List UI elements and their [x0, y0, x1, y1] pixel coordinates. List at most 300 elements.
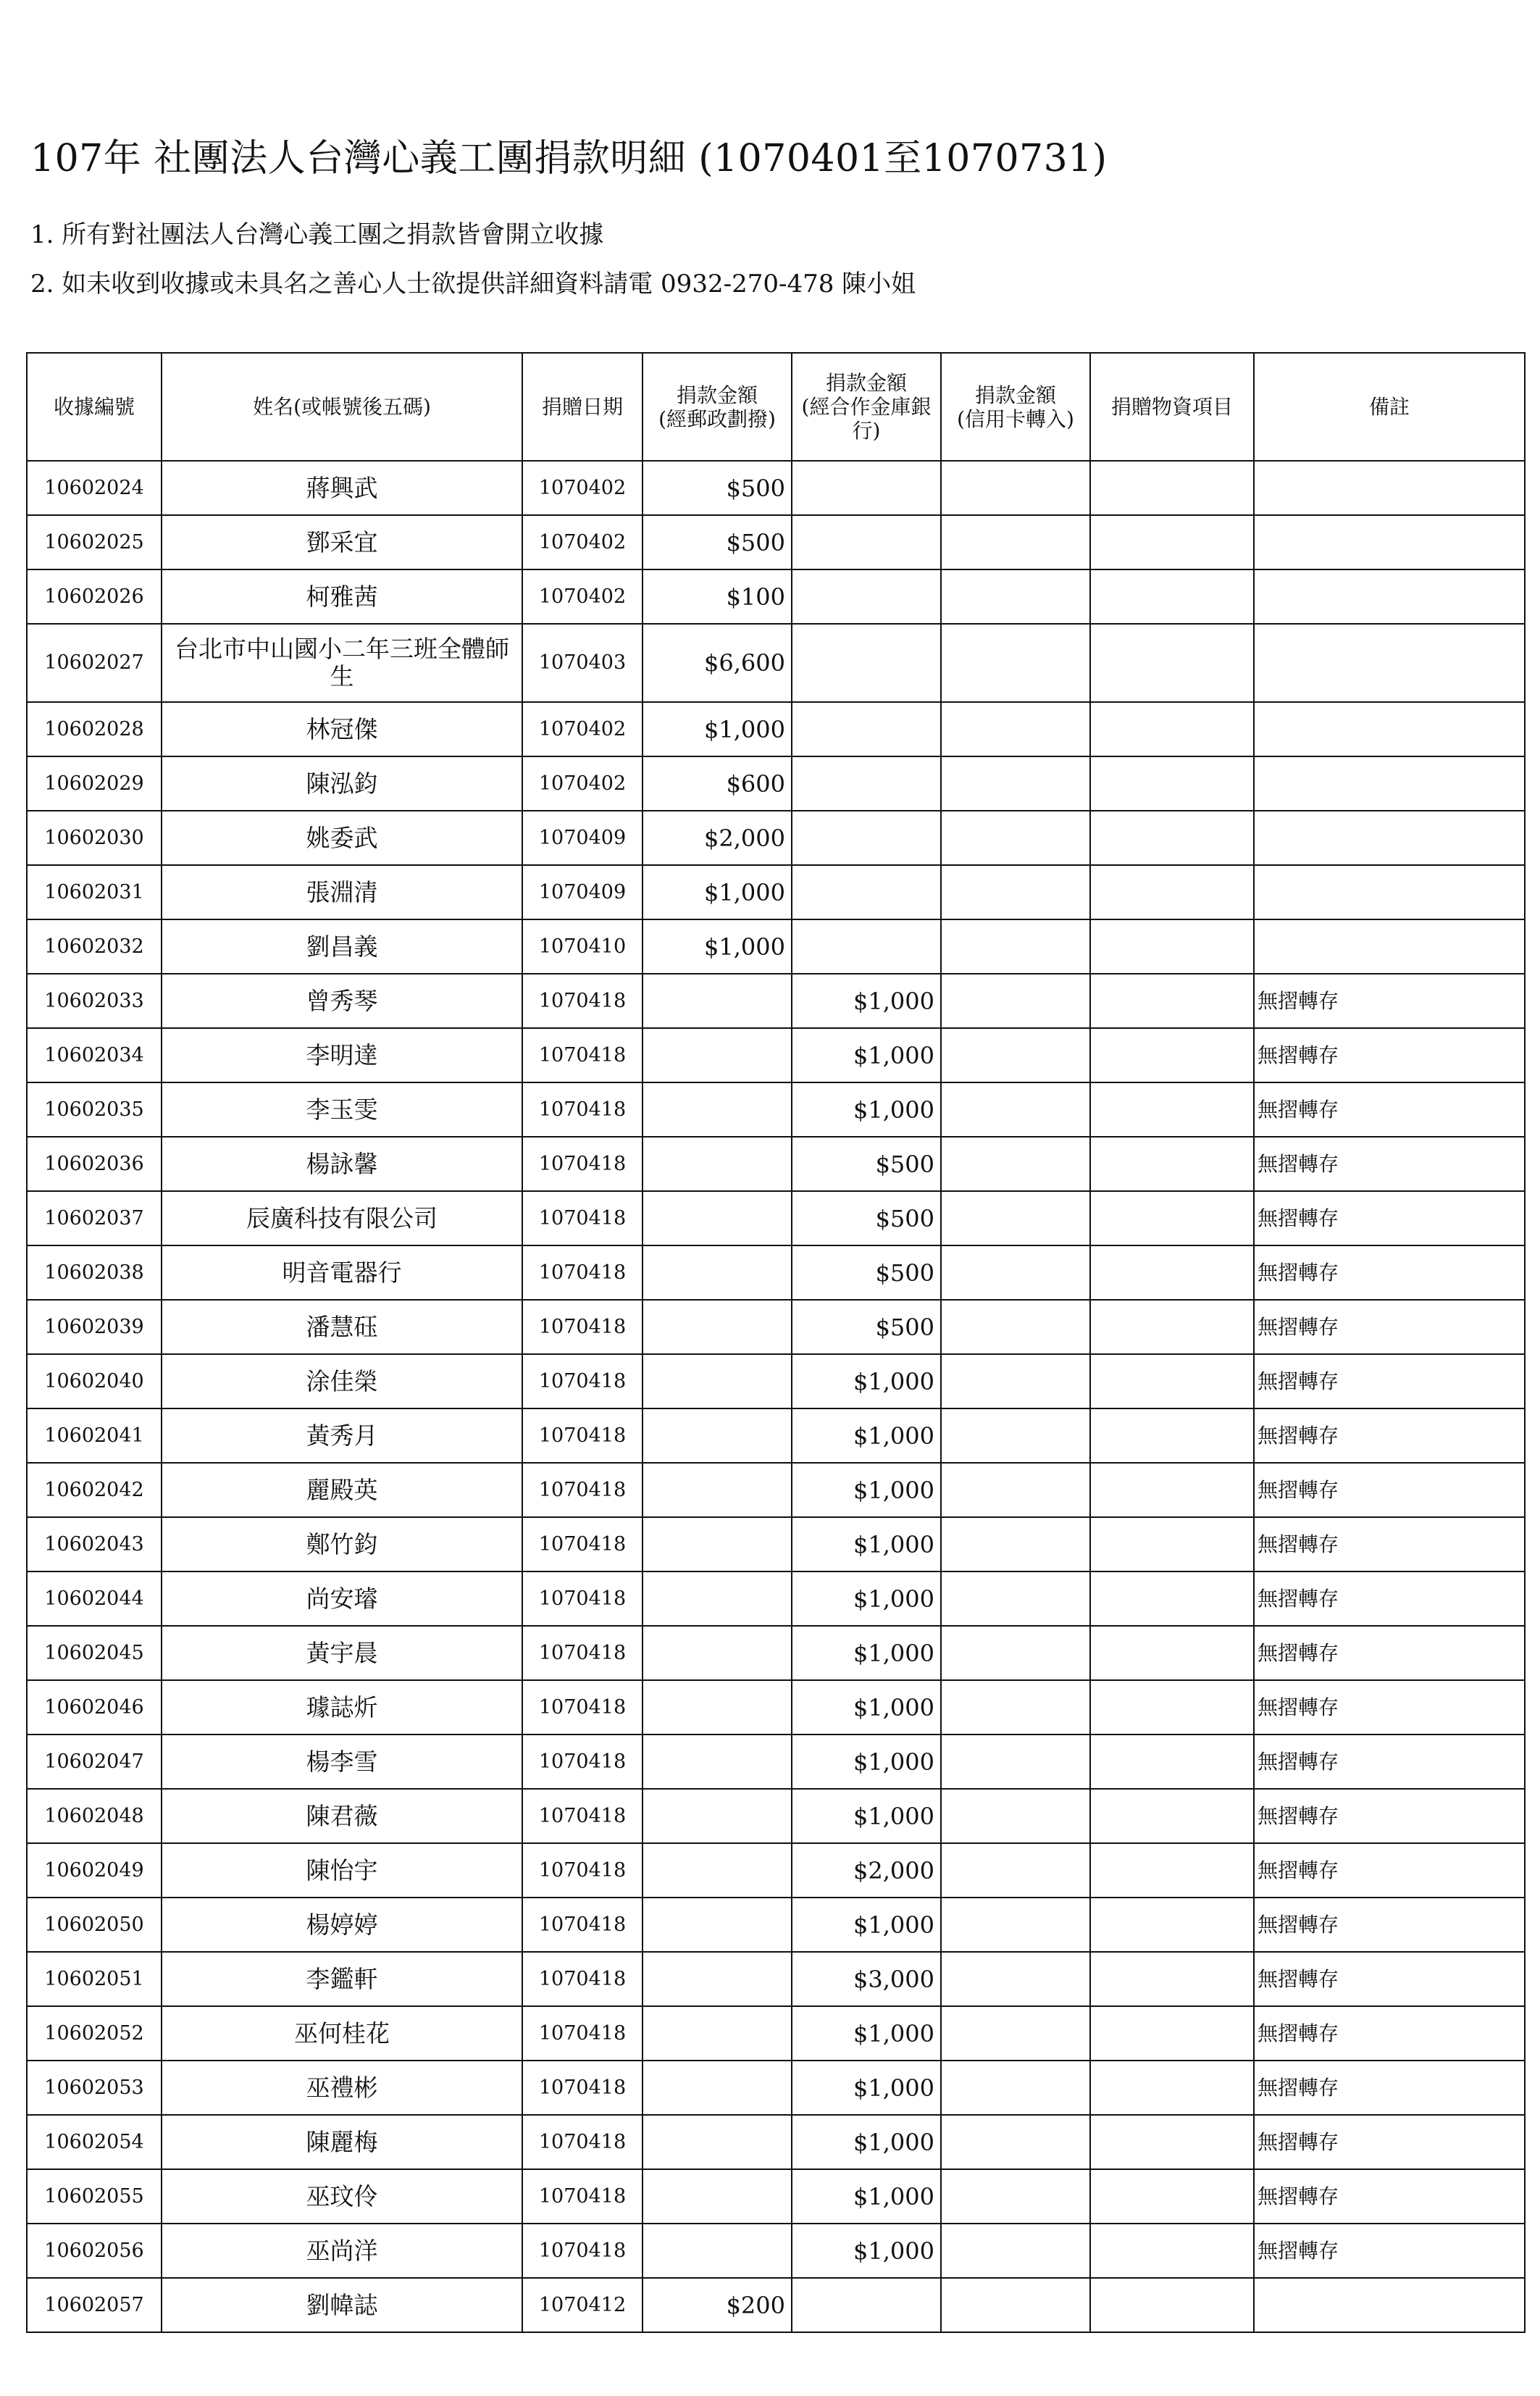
- amount-card-cell: [941, 1789, 1090, 1843]
- amount-card-cell: [941, 811, 1090, 865]
- table-row: [27, 2224, 1525, 2278]
- amount-bank-cell: $1,000: [792, 1898, 941, 1952]
- donor-name-cell: 潘慧砡: [162, 1300, 522, 1354]
- remark-cell: 無摺轉存: [1254, 1952, 1525, 2006]
- goods-cell: [1090, 1028, 1254, 1082]
- receipt-no-cell: 10602039: [27, 1300, 162, 1354]
- goods-cell: [1090, 1843, 1254, 1898]
- table-row: [27, 1789, 1525, 1843]
- table-row: [27, 461, 1525, 515]
- donor-name-cell: 巫玟伶: [162, 2169, 522, 2224]
- donor-name-cell: 楊李雪: [162, 1735, 522, 1789]
- receipt-no-cell: 10602037: [27, 1191, 162, 1245]
- amount-card-cell: [941, 1191, 1090, 1245]
- goods-cell: [1090, 1191, 1254, 1245]
- goods-cell: [1090, 1898, 1254, 1952]
- amount-bank-cell: $1,000: [792, 2224, 941, 2278]
- donation-date-cell: 1070418: [522, 2006, 643, 2061]
- table-row: [27, 811, 1525, 865]
- donor-name-cell: 李鑑軒: [162, 1952, 522, 2006]
- donation-date-cell: 1070418: [522, 1300, 643, 1354]
- goods-cell: [1090, 1789, 1254, 1843]
- amount-bank-cell: [792, 756, 941, 811]
- amount-bank-cell: $1,000: [792, 1028, 941, 1082]
- receipt-no-cell: 10602047: [27, 1735, 162, 1789]
- donor-name-cell: 巫尚洋: [162, 2224, 522, 2278]
- goods-cell: [1090, 1952, 1254, 2006]
- amount-card-cell: [941, 974, 1090, 1028]
- remark-cell: 無摺轉存: [1254, 1408, 1525, 1463]
- header-receipt-no: 收據編號: [27, 353, 162, 461]
- amount-bank-cell: [792, 515, 941, 569]
- donation-date-cell: 1070418: [522, 1191, 643, 1245]
- remark-cell: 無摺轉存: [1254, 1300, 1525, 1354]
- amount-card-cell: [941, 1028, 1090, 1082]
- donation-date-cell: 1070418: [522, 1408, 643, 1463]
- amount-bank-cell: [792, 2278, 941, 2332]
- goods-cell: [1090, 1463, 1254, 1517]
- amount-postal-cell: [643, 2224, 792, 2278]
- amount-card-cell: [941, 1354, 1090, 1408]
- amount-bank-cell: $500: [792, 1191, 941, 1245]
- donation-date-cell: 1070418: [522, 1789, 643, 1843]
- amount-postal-cell: [643, 1354, 792, 1408]
- receipt-no-cell: 10602040: [27, 1354, 162, 1408]
- remark-cell: 無摺轉存: [1254, 1843, 1525, 1898]
- goods-cell: [1090, 461, 1254, 515]
- table-header-row: [27, 353, 1525, 461]
- remark-cell: 無摺轉存: [1254, 1245, 1525, 1300]
- donor-name-cell: 黃宇晨: [162, 1626, 522, 1680]
- header-amount-bank: 捐款金額 (經合作金庫銀 行): [792, 353, 941, 461]
- goods-cell: [1090, 2115, 1254, 2169]
- amount-postal-cell: $600: [643, 756, 792, 811]
- receipt-no-cell: 10602031: [27, 865, 162, 919]
- table-row: [27, 1571, 1525, 1626]
- table-row: [27, 1843, 1525, 1898]
- table-row: [27, 1898, 1525, 1952]
- amount-postal-cell: [643, 1789, 792, 1843]
- header-goods: 捐贈物資項目: [1090, 353, 1254, 461]
- amount-bank-cell: $500: [792, 1245, 941, 1300]
- amount-postal-cell: [643, 2006, 792, 2061]
- table-row: [27, 624, 1525, 702]
- donor-name-cell: 陳君薇: [162, 1789, 522, 1843]
- donor-name-cell: 蔣興武: [162, 461, 522, 515]
- table-row: [27, 2115, 1525, 2169]
- amount-bank-cell: $1,000: [792, 1517, 941, 1571]
- amount-postal-cell: $2,000: [643, 811, 792, 865]
- table-row: [27, 1191, 1525, 1245]
- amount-bank-cell: $1,000: [792, 1354, 941, 1408]
- donation-date-cell: 1070418: [522, 1626, 643, 1680]
- donation-date-cell: 1070410: [522, 919, 643, 974]
- donor-name-cell: 楊婷婷: [162, 1898, 522, 1952]
- amount-postal-cell: $1,000: [643, 865, 792, 919]
- amount-postal-cell: $500: [643, 515, 792, 569]
- table-row: [27, 569, 1525, 624]
- donor-name-cell: 鄧采宜: [162, 515, 522, 569]
- header-remark: 備註: [1254, 353, 1525, 461]
- amount-postal-cell: [643, 1300, 792, 1354]
- receipt-no-cell: 10602057: [27, 2278, 162, 2332]
- amount-bank-cell: $1,000: [792, 1626, 941, 1680]
- goods-cell: [1090, 1626, 1254, 1680]
- amount-card-cell: [941, 1300, 1090, 1354]
- table-row: [27, 1517, 1525, 1571]
- remark-cell: 無摺轉存: [1254, 1354, 1525, 1408]
- amount-card-cell: [941, 1898, 1090, 1952]
- table-row: [27, 2061, 1525, 2115]
- donation-date-cell: 1070418: [522, 2169, 643, 2224]
- remark-cell: [1254, 461, 1525, 515]
- amount-bank-cell: [792, 919, 941, 974]
- amount-bank-cell: [792, 811, 941, 865]
- donor-name-cell: 辰廣科技有限公司: [162, 1191, 522, 1245]
- remark-cell: 無摺轉存: [1254, 2169, 1525, 2224]
- remark-cell: [1254, 811, 1525, 865]
- amount-card-cell: [941, 515, 1090, 569]
- remark-cell: 無摺轉存: [1254, 1898, 1525, 1952]
- goods-cell: [1090, 2006, 1254, 2061]
- receipt-no-cell: 10602024: [27, 461, 162, 515]
- remark-cell: 無摺轉存: [1254, 2115, 1525, 2169]
- donation-date-cell: 1070418: [522, 2224, 643, 2278]
- table-row: [27, 1626, 1525, 1680]
- remark-cell: [1254, 919, 1525, 974]
- amount-postal-cell: [643, 1245, 792, 1300]
- donor-name-cell: 楊詠馨: [162, 1137, 522, 1191]
- goods-cell: [1090, 919, 1254, 974]
- goods-cell: [1090, 1408, 1254, 1463]
- remark-cell: 無摺轉存: [1254, 1517, 1525, 1571]
- amount-card-cell: [941, 1517, 1090, 1571]
- receipt-no-cell: 10602041: [27, 1408, 162, 1463]
- goods-cell: [1090, 1354, 1254, 1408]
- goods-cell: [1090, 811, 1254, 865]
- amount-card-cell: [941, 2224, 1090, 2278]
- donation-date-cell: 1070418: [522, 2115, 643, 2169]
- amount-postal-cell: [643, 974, 792, 1028]
- amount-postal-cell: [643, 1626, 792, 1680]
- amount-postal-cell: $200: [643, 2278, 792, 2332]
- donation-date-cell: 1070403: [522, 624, 643, 702]
- donor-name-cell: 尚安璿: [162, 1571, 522, 1626]
- amount-card-cell: [941, 1626, 1090, 1680]
- amount-postal-cell: [643, 1952, 792, 2006]
- receipt-no-cell: 10602034: [27, 1028, 162, 1082]
- donor-name-cell: 明音電器行: [162, 1245, 522, 1300]
- donor-name-cell: 陳麗梅: [162, 2115, 522, 2169]
- amount-postal-cell: [643, 1898, 792, 1952]
- amount-card-cell: [941, 1245, 1090, 1300]
- goods-cell: [1090, 1680, 1254, 1735]
- amount-card-cell: [941, 2115, 1090, 2169]
- amount-card-cell: [941, 702, 1090, 756]
- donor-name-cell: 李玉雯: [162, 1082, 522, 1137]
- amount-bank-cell: [792, 865, 941, 919]
- remark-cell: 無摺轉存: [1254, 2061, 1525, 2115]
- donation-table: [26, 352, 1526, 2333]
- remark-cell: [1254, 569, 1525, 624]
- donor-name-cell: 璩誌炘: [162, 1680, 522, 1735]
- donation-date-cell: 1070402: [522, 702, 643, 756]
- amount-card-cell: [941, 756, 1090, 811]
- goods-cell: [1090, 756, 1254, 811]
- remark-cell: [1254, 2278, 1525, 2332]
- amount-postal-cell: [643, 2115, 792, 2169]
- amount-card-cell: [941, 2278, 1090, 2332]
- donor-name-cell: 劉幃誌: [162, 2278, 522, 2332]
- amount-postal-cell: $1,000: [643, 702, 792, 756]
- amount-bank-cell: $3,000: [792, 1952, 941, 2006]
- goods-cell: [1090, 702, 1254, 756]
- donor-name-cell: 麗殿英: [162, 1463, 522, 1517]
- table-row: [27, 1735, 1525, 1789]
- donation-date-cell: 1070418: [522, 1082, 643, 1137]
- remark-cell: 無摺轉存: [1254, 1735, 1525, 1789]
- donor-name-cell: 巫何桂花: [162, 2006, 522, 2061]
- amount-postal-cell: [643, 1517, 792, 1571]
- receipt-no-cell: 10602044: [27, 1571, 162, 1626]
- donation-date-cell: 1070418: [522, 1898, 643, 1952]
- receipt-no-cell: 10602050: [27, 1898, 162, 1952]
- donor-name-cell: 曾秀琴: [162, 974, 522, 1028]
- receipt-no-cell: 10602043: [27, 1517, 162, 1571]
- header-date: 捐贈日期: [522, 353, 643, 461]
- remark-cell: 無摺轉存: [1254, 1626, 1525, 1680]
- donation-date-cell: 1070418: [522, 1028, 643, 1082]
- donor-name-cell: 李明達: [162, 1028, 522, 1082]
- amount-card-cell: [941, 1137, 1090, 1191]
- amount-postal-cell: [643, 1843, 792, 1898]
- amount-bank-cell: $1,000: [792, 2006, 941, 2061]
- receipt-no-cell: 10602048: [27, 1789, 162, 1843]
- receipt-no-cell: 10602030: [27, 811, 162, 865]
- remark-cell: 無摺轉存: [1254, 1463, 1525, 1517]
- amount-card-cell: [941, 2169, 1090, 2224]
- amount-bank-cell: [792, 702, 941, 756]
- amount-bank-cell: $1,000: [792, 1408, 941, 1463]
- amount-bank-cell: $500: [792, 1300, 941, 1354]
- amount-bank-cell: $1,000: [792, 1680, 941, 1735]
- remark-cell: 無摺轉存: [1254, 2224, 1525, 2278]
- remark-cell: [1254, 515, 1525, 569]
- remark-cell: 無摺轉存: [1254, 1789, 1525, 1843]
- amount-postal-cell: $100: [643, 569, 792, 624]
- table-row: [27, 1245, 1525, 1300]
- receipt-no-cell: 10602053: [27, 2061, 162, 2115]
- donation-date-cell: 1070409: [522, 811, 643, 865]
- remark-cell: 無摺轉存: [1254, 1191, 1525, 1245]
- amount-card-cell: [941, 1843, 1090, 1898]
- goods-cell: [1090, 1300, 1254, 1354]
- donation-date-cell: 1070409: [522, 865, 643, 919]
- receipt-no-cell: 10602042: [27, 1463, 162, 1517]
- table-row: [27, 1463, 1525, 1517]
- receipt-no-cell: 10602029: [27, 756, 162, 811]
- donor-name-cell: 林冠傑: [162, 702, 522, 756]
- donation-date-cell: 1070418: [522, 1354, 643, 1408]
- donation-date-cell: 1070418: [522, 1735, 643, 1789]
- table-row: [27, 865, 1525, 919]
- amount-card-cell: [941, 1082, 1090, 1137]
- goods-cell: [1090, 624, 1254, 702]
- amount-bank-cell: $1,000: [792, 2169, 941, 2224]
- donation-date-cell: 1070418: [522, 1952, 643, 2006]
- remark-cell: 無摺轉存: [1254, 974, 1525, 1028]
- goods-cell: [1090, 1517, 1254, 1571]
- amount-postal-cell: [643, 2169, 792, 2224]
- goods-cell: [1090, 1082, 1254, 1137]
- goods-cell: [1090, 1735, 1254, 1789]
- amount-bank-cell: $1,000: [792, 1463, 941, 1517]
- receipt-no-cell: 10602051: [27, 1952, 162, 2006]
- donor-name-cell: 台北市中山國小二年三班全體師生: [162, 624, 522, 702]
- amount-bank-cell: $1,000: [792, 1082, 941, 1137]
- table-row: [27, 1354, 1525, 1408]
- amount-card-cell: [941, 1680, 1090, 1735]
- donor-name-cell: 劉昌義: [162, 919, 522, 974]
- receipt-no-cell: 10602052: [27, 2006, 162, 2061]
- donation-date-cell: 1070418: [522, 974, 643, 1028]
- receipt-no-cell: 10602025: [27, 515, 162, 569]
- receipt-no-cell: 10602035: [27, 1082, 162, 1137]
- donation-date-cell: 1070418: [522, 1571, 643, 1626]
- donation-date-cell: 1070418: [522, 1517, 643, 1571]
- remark-cell: 無摺轉存: [1254, 1571, 1525, 1626]
- table-row: [27, 1680, 1525, 1735]
- donor-name-cell: 陳怡宇: [162, 1843, 522, 1898]
- table-row: [27, 1137, 1525, 1191]
- goods-cell: [1090, 2169, 1254, 2224]
- receipt-no-cell: 10602033: [27, 974, 162, 1028]
- receipt-no-cell: 10602045: [27, 1626, 162, 1680]
- amount-bank-cell: [792, 569, 941, 624]
- receipt-no-cell: 10602046: [27, 1680, 162, 1735]
- receipt-no-cell: 10602056: [27, 2224, 162, 2278]
- remark-cell: [1254, 624, 1525, 702]
- amount-postal-cell: [643, 1571, 792, 1626]
- donation-date-cell: 1070402: [522, 515, 643, 569]
- receipt-no-cell: 10602032: [27, 919, 162, 974]
- amount-card-cell: [941, 1571, 1090, 1626]
- receipt-no-cell: 10602026: [27, 569, 162, 624]
- amount-bank-cell: $1,000: [792, 1735, 941, 1789]
- table-row: [27, 919, 1525, 974]
- amount-bank-cell: [792, 624, 941, 702]
- remark-cell: [1254, 865, 1525, 919]
- donor-name-cell: 陳泓鈞: [162, 756, 522, 811]
- table-row: [27, 2278, 1525, 2332]
- header-amount-postal: 捐款金額 (經郵政劃撥): [643, 353, 792, 461]
- donor-name-cell: 黃秀月: [162, 1408, 522, 1463]
- donor-name-cell: 柯雅茜: [162, 569, 522, 624]
- amount-card-cell: [941, 2006, 1090, 2061]
- remark-cell: 無摺轉存: [1254, 2006, 1525, 2061]
- amount-bank-cell: $2,000: [792, 1843, 941, 1898]
- table-row: [27, 1408, 1525, 1463]
- note-contact: 2. 如未收到收據或未具名之善心人士欲提供詳細資料請電 0932-270-478 陳小姐: [30, 270, 916, 299]
- receipt-no-cell: 10602055: [27, 2169, 162, 2224]
- donation-date-cell: 1070418: [522, 2061, 643, 2115]
- amount-card-cell: [941, 1463, 1090, 1517]
- donation-date-cell: 1070412: [522, 2278, 643, 2332]
- receipt-no-cell: 10602036: [27, 1137, 162, 1191]
- amount-postal-cell: [643, 1463, 792, 1517]
- donor-name-cell: 涂佳榮: [162, 1354, 522, 1408]
- amount-card-cell: [941, 569, 1090, 624]
- donation-date-cell: 1070402: [522, 461, 643, 515]
- amount-card-cell: [941, 919, 1090, 974]
- amount-bank-cell: $1,000: [792, 2115, 941, 2169]
- remark-cell: 無摺轉存: [1254, 1680, 1525, 1735]
- donation-date-cell: 1070418: [522, 1843, 643, 1898]
- goods-cell: [1090, 569, 1254, 624]
- table-row: [27, 1952, 1525, 2006]
- remark-cell: [1254, 702, 1525, 756]
- goods-cell: [1090, 1245, 1254, 1300]
- goods-cell: [1090, 2278, 1254, 2332]
- amount-postal-cell: [643, 1680, 792, 1735]
- donor-name-cell: 鄭竹鈞: [162, 1517, 522, 1571]
- amount-card-cell: [941, 2061, 1090, 2115]
- receipt-no-cell: 10602049: [27, 1843, 162, 1898]
- goods-cell: [1090, 515, 1254, 569]
- remark-cell: 無摺轉存: [1254, 1137, 1525, 1191]
- table-row: [27, 1082, 1525, 1137]
- amount-bank-cell: [792, 461, 941, 515]
- table-row: [27, 756, 1525, 811]
- amount-bank-cell: $1,000: [792, 1571, 941, 1626]
- amount-bank-cell: $1,000: [792, 974, 941, 1028]
- amount-postal-cell: [643, 1028, 792, 1082]
- note-receipt: 1. 所有對社團法人台灣心義工團之捐款皆會開立收據: [30, 220, 604, 249]
- amount-card-cell: [941, 461, 1090, 515]
- goods-cell: [1090, 1571, 1254, 1626]
- goods-cell: [1090, 865, 1254, 919]
- table-row: [27, 1028, 1525, 1082]
- donation-date-cell: 1070418: [522, 1245, 643, 1300]
- goods-cell: [1090, 2224, 1254, 2278]
- goods-cell: [1090, 1137, 1254, 1191]
- amount-postal-cell: [643, 2061, 792, 2115]
- donation-date-cell: 1070418: [522, 1137, 643, 1191]
- header-amount-card: 捐款金額 (信用卡轉入): [941, 353, 1090, 461]
- receipt-no-cell: 10602028: [27, 702, 162, 756]
- page-title: 107年 社團法人台灣心義工團捐款明細 (1070401至1070731): [30, 137, 1108, 180]
- header-name: 姓名(或帳號後五碼): [162, 353, 522, 461]
- goods-cell: [1090, 2061, 1254, 2115]
- donation-date-cell: 1070402: [522, 569, 643, 624]
- receipt-no-cell: 10602027: [27, 624, 162, 702]
- donation-date-cell: 1070402: [522, 756, 643, 811]
- remark-cell: 無摺轉存: [1254, 1028, 1525, 1082]
- amount-postal-cell: [643, 1137, 792, 1191]
- amount-postal-cell: [643, 1735, 792, 1789]
- amount-bank-cell: $500: [792, 1137, 941, 1191]
- donation-date-cell: 1070418: [522, 1680, 643, 1735]
- amount-card-cell: [941, 865, 1090, 919]
- table-row: [27, 974, 1525, 1028]
- goods-cell: [1090, 974, 1254, 1028]
- receipt-no-cell: 10602038: [27, 1245, 162, 1300]
- remark-cell: [1254, 756, 1525, 811]
- table-row: [27, 2006, 1525, 2061]
- receipt-no-cell: 10602054: [27, 2115, 162, 2169]
- amount-bank-cell: $1,000: [792, 2061, 941, 2115]
- donor-name-cell: 巫禮彬: [162, 2061, 522, 2115]
